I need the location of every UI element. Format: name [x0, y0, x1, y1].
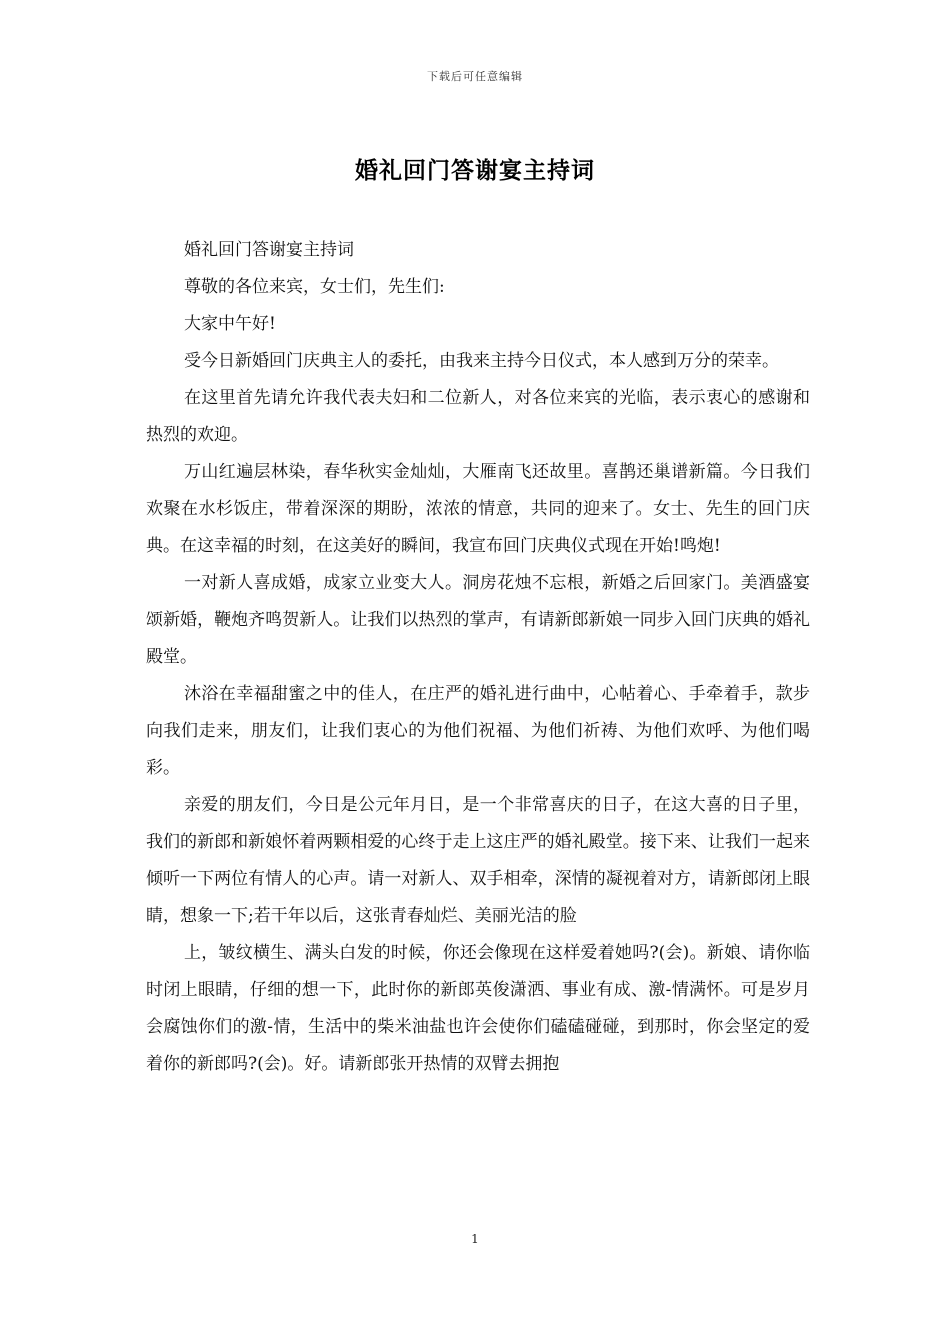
paragraph: 万山红遍层林染，春华秋实金灿灿，大雁南飞还故里。喜鹊还巢谱新篇。今日我们欢聚在水杉饭庄，带着深深的期盼，浓浓的情意，共同的迎来了。女士、先生的回门庆典。在这幸福的时刻，在这美好的瞬间，我宣布回门庆典仪式现在开始!鸣炮!	[146, 462, 810, 556]
paragraph: 大家中午好!	[184, 314, 276, 334]
paragraph: 婚礼回门答谢宴主持词	[184, 240, 354, 260]
paragraph: 亲爱的朋友们，今日是公元年月日，是一个非常喜庆的日子，在这大喜的日子里，我们的新郎和新娘怀着两颗相爱的心终于走上这庄严的婚礼殿堂。接下来、让我们一起来倾听一下两位有情人的心声。请一对新人、双手相牵，深情的凝视着对方，请新郎闭上眼睛，想象一下;若干年以后，这张青春灿烂、美丽光洁的脸	[146, 795, 810, 926]
paragraph: 上，皱纹横生、满头白发的时候，你还会像现在这样爱着她吗?(会)。新娘、请你临时闭上眼睛，仔细的想一下，此时你的新郎英俊潇洒、事业有成、激-情满怀。可是岁月会腐蚀你们的激-情，生活中的柴米油盐也许会使你们磕磕碰碰，到那时，你会坚定的爱着你的新郎吗?(会)。好。请新郎张开热情的双臂去拥抱	[146, 943, 810, 1074]
document-title: 婚礼回门答谢宴主持词	[355, 157, 595, 184]
paragraph: 沐浴在幸福甜蜜之中的佳人，在庄严的婚礼进行曲中，心帖着心、手牵着手，款步向我们走来，朋友们，让我们衷心的为他们祝福、为他们祈祷、为他们欢呼、为他们喝彩。	[146, 684, 810, 778]
paragraph: 受今日新婚回门庆典主人的委托，由我来主持今日仪式，本人感到万分的荣幸。	[184, 351, 779, 371]
document-body	[146, 232, 810, 1083]
paragraph: 尊敬的各位来宾，女士们，先生们:	[184, 277, 445, 297]
paragraph: 一对新人喜成婚，成家立业变大人。洞房花烛不忘根，新婚之后回家门。美酒盛宴颂新婚，鞭炮齐鸣贺新人。让我们以热烈的掌声，有请新郎新娘一同步入回门庆典的婚礼殿堂。	[146, 573, 810, 667]
paragraph: 在这里首先请允许我代表夫妇和二位新人，对各位来宾的光临，表示衷心的感谢和热烈的欢迎。	[146, 388, 810, 445]
page-number: 1	[471, 1232, 479, 1246]
header-note: 下载后可任意编辑	[427, 70, 523, 83]
